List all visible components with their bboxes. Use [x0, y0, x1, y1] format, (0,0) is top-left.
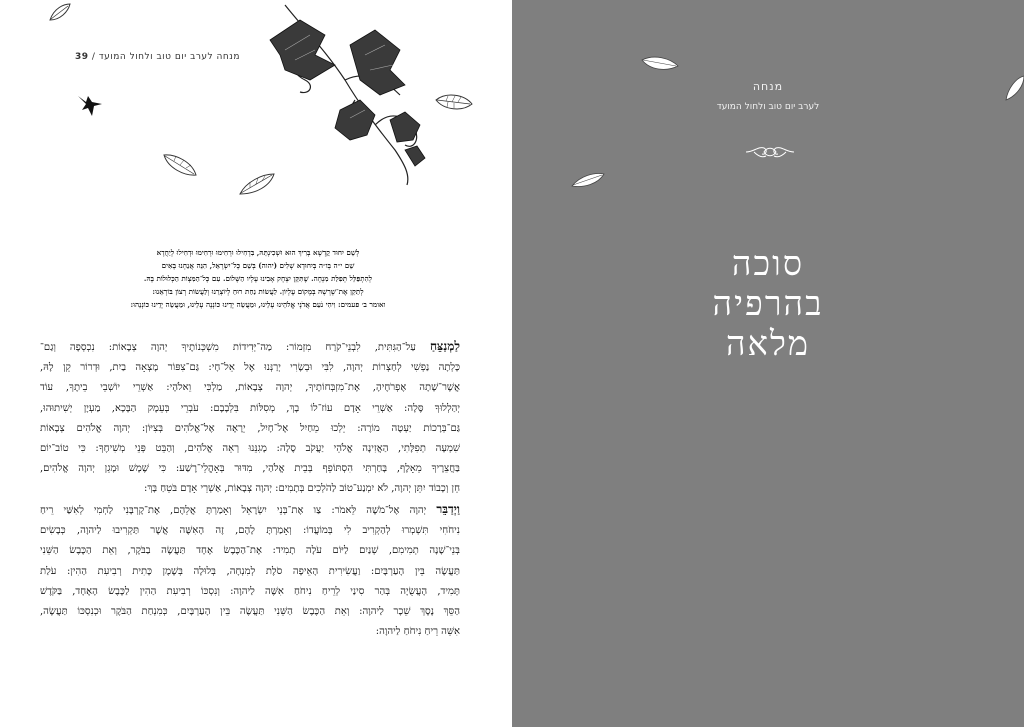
psalm-line: בַּחֲצֵרֶיךָ מֵאָלֶף, בָּחַרְתִּי הִסְתּוֹפֵף בְּבֵית אֱלֹהַי, מִדּוּר בְּאָהֳלֵי־רֶשַׁע: כִּי שֶׁמֶשׁ וּמָגֵן יְהוָה אֱלֹהִים,	[40, 463, 460, 475]
falling-leaf-icon	[238, 172, 276, 196]
intro-line: לְתַקֵּן אֶת־שָׁרְשָׁהּ בְּמָקוֹם עֶלְיוֹן. לַעֲשׂוֹת נַחַת רוּחַ לְיוֹצְרֵנוּ וְלַעֲשׂוֹת רְצוֹן בּוֹרְאֵנוּ:	[152, 287, 364, 296]
psalm-line: חֵן וְכָבוֹד יִתֵּן יְהוָה, לֹא יִמְנַע־טוֹב לַהֹלְכִים בְּתָמִים: יְהוָה צְבָאוֹת, אַשְׁרֵי אָדָם בֹּטֵחַ בָּךְ:	[143, 483, 460, 495]
running-header: מנחה לערב יום טוב ולחול המועד / 39	[74, 52, 240, 62]
page-number: 39	[74, 52, 89, 62]
cover-title-line: בהרפיה	[712, 284, 824, 324]
cover-subtitle: לערב יום טוב ולחול המועד	[716, 102, 820, 112]
intro-line: ואומר ב׳ פעמים: וִיהִי נֹעַם אֲדֹנָי אֱלֹהֵינוּ עָלֵינוּ, וּמַעֲשֵׂה יָדֵינוּ כּוֹנְנָה עָלֵינוּ, וּמַעֲשֵׂה יָדֵינוּ כּוֹנְנֵהוּ:	[130, 300, 386, 309]
torah-paragraph	[40, 499, 460, 642]
psalm-line: עַל־הַגִּתִּית, לִבְנֵי־קֹרַח מִזְמוֹר: מַה־יְּדִידוֹת מִשְׁכְּנוֹתֶיךָ יְהוָה צְבָאוֹת: נִכְסְפָה וְגַם־	[40, 342, 416, 353]
ornament-flourish-icon	[744, 143, 796, 161]
intro-line: לְשֵׁם יִחוּד קֻדְשָׁא בְּרִיךְ הוּא וּשְׁכִינְתֵּהּ, בִּדְחִילוּ וּרְחִימוּ וּרְחִימוּ וּדְחִילוּ לְיַחֲדָא	[156, 248, 360, 257]
torah-line: תָּמִיד, הָעֲשֻׂיָה בְּהַר סִינַי לְרֵיחַ נִיחֹחַ אִשֶּׁה לַיהוָה: וְנִסְכּוֹ רְבִיעִת הַהִין לַכֶּבֶשׂ הָאֶחָד, בַּקֹּדֶשׁ	[40, 585, 460, 597]
cover-title-line: מלאה	[725, 324, 811, 364]
torah-line: אִשֵּׁה רֵיחַ נִיחֹחַ לַיהוָה:	[375, 626, 460, 638]
torah-line: הַסֵּךְ נֶסֶךְ שֵׁכָר לַיהוָה: וְאֵת הַכֶּבֶשׂ הַשֵּׁנִי תַּעֲשֶׂה בֵּין הָעַרְבָּיִם, כְּמִנְחַת הַבֹּקֶר וּכְנִסְכּוֹ תַּעֲשֶׂה,	[40, 606, 460, 618]
psalm-paragraph	[40, 336, 460, 500]
torah-lead-word: וַיְדַבֵּר	[436, 502, 460, 516]
vine-illustration	[255, 0, 435, 190]
psalm-line: שִׁמְעָה תְפִלָּתִי, הַאֲזִינָה אֱלֹהֵי יַעֲקֹב סֶלָה: מָגִנֵּנוּ רְאֵה אֱלֹהִים, וְהַבֵּט פְּנֵי מְשִׁיחֶךָ: כִּי טוֹב־יוֹם	[40, 443, 460, 455]
cover-title	[512, 244, 1024, 364]
intro-line: שֵׁם י״ה בְּו״ה בְּיִחוּדָא שְׁלִים (יהוה) בְּשֵׁם כָּל־יִשְׂרָאֵל, הִנֵּה אֲנַחְנוּ בָּאִים	[161, 261, 355, 270]
falling-leaf-icon	[570, 170, 606, 190]
falling-leaf-icon	[48, 2, 72, 22]
psalm-line: יְהַלְלוּךָ סֶּלָה: אַשְׁרֵי אָדָם עוֹז־לוֹ בָךְ, מְסִלּוֹת בִּלְבָבָם: עֹבְרֵי בְּעֵמֶק הַבָּכָא, מַעְיָן יְשִׁיתוּהוּ,	[40, 402, 460, 414]
bird-icon	[76, 94, 104, 118]
torah-line: יְהוָה אֶל־מֹשֶׁה לֵּאמֹר: צַו אֶת־בְּנֵי יִשְׂרָאֵל וְאָמַרְתָּ אֲלֵהֶם, אֶת־קָרְבָּנִי לַחְמִי לְאִשַּׁי רֵיחַ	[40, 505, 427, 516]
torah-line: נִיחֹחִי תִּשְׁמְרוּ לְהַקְרִיב לִי בְּמוֹעֲדוֹ: וְאָמַרְתָּ לָהֶם, זֶה הָאִשֶּׁה אֲשֶׁר תַּקְרִיבוּ לַיהוָה, כְּבָשִׂים	[40, 525, 460, 537]
falling-leaf-icon	[162, 152, 198, 178]
psalm-line: כָּלְתָה נַפְשִׁי לְחַצְרוֹת יְהוָה, לִבִּי וּבְשָׂרִי יְרַנְּנוּ אֶל אֵל־חָי: גַּם־צִפּוֹר מָצְאָה בַיִת, וּדְרוֹר קֵן לָהּ,	[40, 362, 460, 374]
header-text: מנחה לערב יום טוב ולחול המועד	[98, 52, 240, 62]
intro-line: לְהִתְפַּלֵּל תְּפִלַּת מִנְחָה. שֶׁתִּקֵּן יִצְחָק אָבִינוּ עָלָיו הַשָּׁלוֹם. עִם כָּל־הַמִּצְוֹת הַכְּלוּלוֹת בָּהּ.	[143, 274, 373, 283]
psalm-line: גַּם־בְּרָכוֹת יַעְטֶה מוֹרֶה: יֵלְכוּ מֵחַיִל אֶל־חָיִל, יֵרָאֶה אֶל־אֱלֹהִים בְּצִיּוֹן: יְהוָה אֱלֹהִים צְבָאוֹת	[40, 422, 460, 434]
intro-kavanah	[30, 246, 486, 311]
right-page-cover	[512, 0, 1024, 727]
falling-leaf-icon	[640, 54, 680, 74]
psalm-line: אֲשֶׁר־שָׁתָה אֶפְרֹחֶיהָ, אֶת־מִזְבְּחוֹתֶיךָ, יְהוָה צְבָאוֹת, מַלְכִּי וֵאלֹהָי: אַשְׁרֵי יוֹשְׁבֵי בֵיתֶךָ, עוֹד	[40, 382, 460, 394]
cover-title-line: סוכה	[731, 244, 805, 284]
psalm-lead-word: לַמְנַצֵּחַ	[429, 339, 460, 353]
cover-small-title: מנחה	[752, 80, 784, 93]
falling-leaf-icon	[434, 92, 474, 112]
torah-line: בְּנֵי־שָׁנָה תְמִימִם, שְׁנַיִם לַיּוֹם עֹלָה תָמִיד: אֶת־הַכֶּבֶשׂ אֶחָד תַּעֲשֶׂה בַבֹּקֶר, וְאֵת הַכֶּבֶשׂ הַשֵּׁנִי	[40, 545, 460, 557]
torah-line: תַּעֲשֶׂה בֵּין הָעַרְבָּיִם: וַעֲשִׂירִית הָאֵיפָה סֹלֶת לְמִנְחָה, בְּלוּלָה בְּשֶׁמֶן כָּתִית רְבִיעִת הַהִין: עֹלַת	[40, 565, 460, 577]
